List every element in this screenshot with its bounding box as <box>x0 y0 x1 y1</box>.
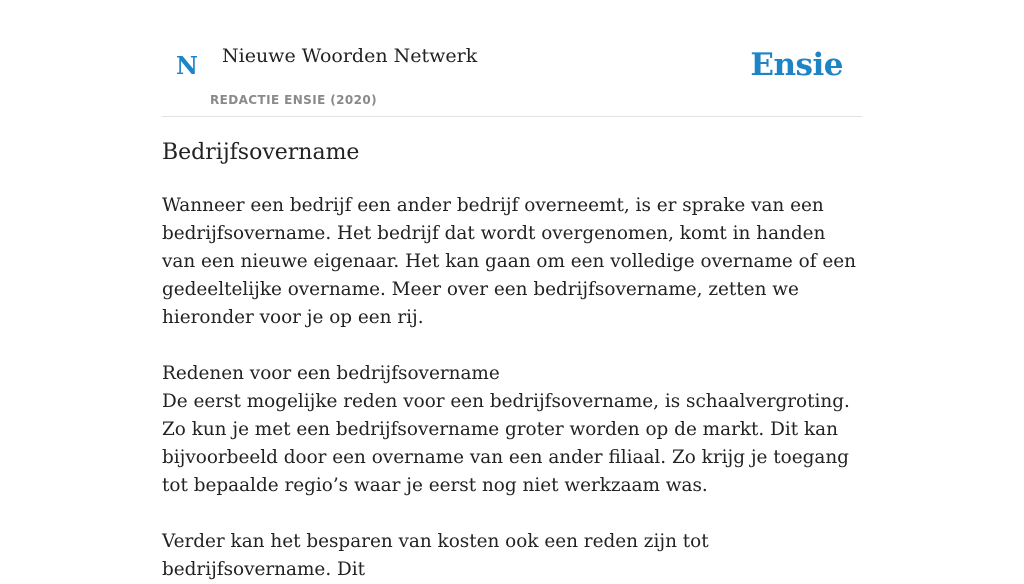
subheading-redenen: Redenen voor een bedrijfsovername <box>162 363 500 384</box>
entry-body <box>162 192 862 584</box>
paragraph-schaalvergroting: De eerst mogelijke reden voor een bedrijfsovername, is schaalvergroting. Zo kun je met een bedrijfsovername groter worden op de markt. Dit kan bijvoorbeeld door een overname van een ander filiaal. Zo krijg je toegang tot bepaalde regio’s waar je eerst nog niet werkzaam was. <box>162 391 850 496</box>
entry-title: Bedrijfsovername <box>162 140 360 165</box>
paragraph-kosten: Verder kan het besparen van kosten ook een reden zijn tot bedrijfsovername. Dit <box>162 531 709 580</box>
source-logo-icon[interactable]: N <box>176 51 198 80</box>
source-title-link[interactable]: Nieuwe Woorden Netwerk <box>222 45 478 67</box>
paragraph-intro: Wanneer een bedrijf een ander bedrijf overneemt, is er sprake van een bedrijfsovername. Het bedrijf dat wordt overgenomen, komt in handen van een nieuwe eigenaar. Het kan gaan om een volledige overname of een gedeeltelijke overname. Meer over een bedrijfsovername, zetten we hieronder voor je op een rij. <box>162 195 856 328</box>
paragraph-spacer <box>162 332 862 360</box>
content-container <box>162 0 862 580</box>
ensie-logo[interactable]: Ensie <box>750 47 843 83</box>
paragraph-spacer <box>162 500 862 528</box>
source-subtitle: REDACTIE ENSIE (2020) <box>210 93 378 107</box>
entry-header <box>162 0 862 117</box>
